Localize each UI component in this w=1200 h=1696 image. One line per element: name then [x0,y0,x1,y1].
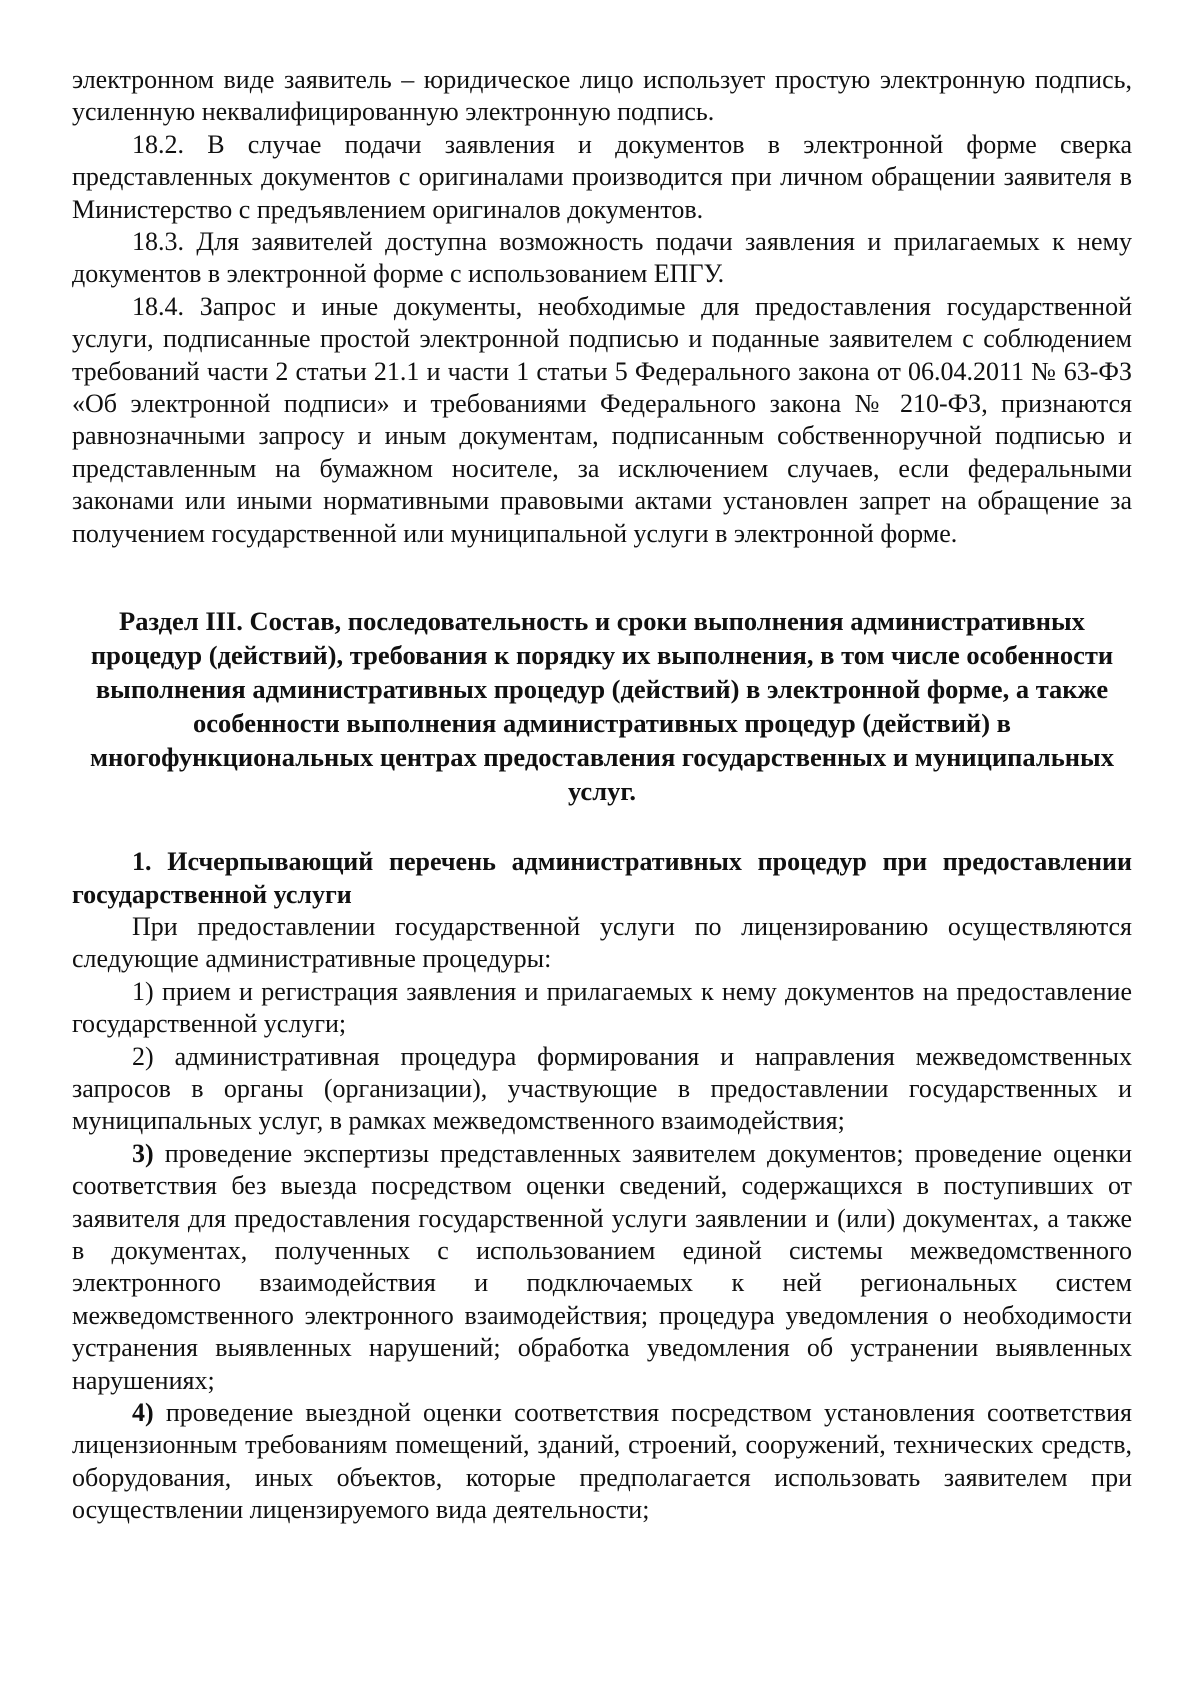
paragraph-18-4: 18.4. Запрос и иные документы, необходимые для предоставления государственной услуги, подписанные простой электронной подписью и поданные заявителем с соблюдением требований части 2 статьи 21.1 и части 1 статьи 5 Федерального закона от 06.04.2011 № 63-ФЗ «Об электронной подписи» и требованиями Федерального закона № 210-ФЗ, признаются равнозначными запросу и иным документам, подписанным собственноручной подписью и представленным на бумажном носителе, за исключением случаев, если федеральными законами или иными нормативными правовыми актами установлен запрет на обращение за получением государственной или муниципальной услуги в электронной форме. [72,291,1132,548]
intro-paragraph: При предоставлении государственной услуги по лицензированию осуществляются следующие административные процедуры: [72,911,1132,974]
paragraph-continuation: электронном виде заявитель – юридическое лицо использует простую электронную подпись, усиленную неквалифицированную электронную подпись. [72,65,1132,127]
subsection-heading: 1. Исчерпывающий перечень административных процедур при предоставлении государственной услуги [72,847,1132,909]
paragraph-18-2: 18.2. В случае подачи заявления и документов в электронной форме сверка представленных документов с оригиналами производится при личном обращении заявителя в Министерство с предъявлением оригиналов документов. [72,129,1132,224]
list-item-text: административная процедура формирования и направления межведомственных запросов в органы (организации), участвующие в предоставлении государственных и муниципальных услуг, в рамках межведомственного взаимодействия; [72,1041,1133,1136]
list-item-number: 4) [132,1398,154,1427]
list-item-text: проведение выездной оценки соответствия посредством установления соответствия лицензионным требованиям помещений, зданий, строений, сооружений, технических средств, оборудования, иных объектов, которые предполагается использовать заявителем при осуществлении лицензируемого вида деятельности; [72,1398,1132,1525]
list-item-1 [72,976,1132,1041]
document-page [72,64,1132,1527]
list-item-text: прием и регистрация заявления и прилагаемых к нему документов на предоставление государственной услуги; [72,976,1132,1039]
list-item-2 [72,1041,1132,1138]
list-item-4 [72,1397,1132,1527]
list-item-number: 3) [132,1138,154,1168]
section-heading: Раздел III. Состав, последовательность и сроки выполнения административных процедур (действий), требования к порядку их выполнения, в том числе особенности выполнения административных процедур (действий) в электронной форме, а также особенности выполнения административных процедур (действий) в многофункциональных центрах предоставления государственных и муниципальных услуг. [89,606,1114,807]
list-item-3 [72,1138,1132,1397]
list-item-number: 2) [132,1041,154,1071]
list-item-number: 1) [132,976,154,1006]
paragraph-18-3: 18.3. Для заявителей доступна возможность подачи заявления и прилагаемых к нему документов в электронной форме с использованием ЕПГУ. [72,227,1132,289]
list-item-text: проведение экспертизы представленных заявителем документов; проведение оценки соответствия без выезда посредством оценки сведений, содержащихся в поступивших от заявителя для предоставления государственной услуги заявлении и (или) документах, а также в документах, полученных с использованием единой системы межведомственного электронного взаимодействия и подключаемых к ней региональных систем межведомственного электронного взаимодействия; процедура уведомления о необходимости устранения выявленных нарушений; обработка уведомления об устранении выявленных нарушениях; [72,1138,1132,1395]
